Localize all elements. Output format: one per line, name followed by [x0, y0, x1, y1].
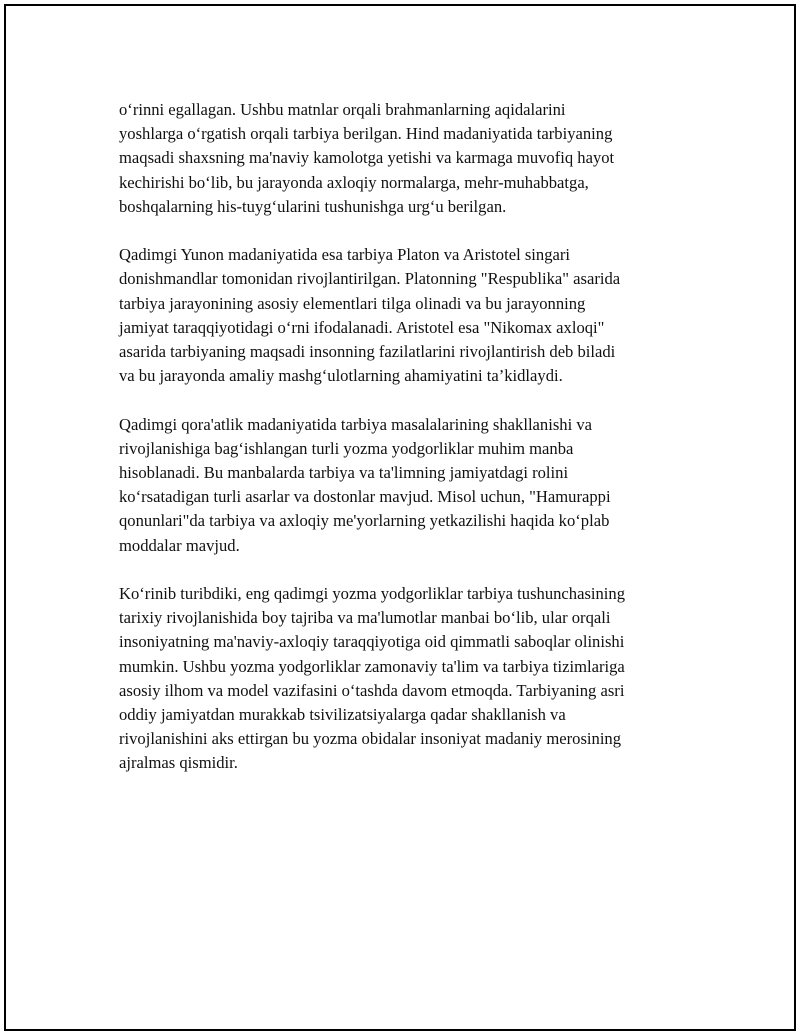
paragraph-4: Ko‘rinib turibdiki, eng qadimgi yozma yodgorliklar tarbiya tushunchasining tarixiy rivojlanishida boy tajriba va ma'lumotlar manbai bo‘lib, ular orqali insoniyatning ma'naviy-axloqiy taraqqiyotiga oid qimmatli saboqlar olinishi mumkin. Ushbu yozma yodgorliklar zamonaviy ta'lim va tarbiya tizimlariga asosiy ilhom va model vazifasini o‘tashda davom etmoqda. Tarbiyaning asri oddiy jamiyatdan murakkab tsivilizatsiyalarga qadar shakllanish va rivojlanishini aks ettirgan bu yozma obidalar insoniyat madaniy merosining ajralmas qismidir. [119, 584, 626, 773]
paragraph-1: o‘rinni egallagan. Ushbu matnlar orqali brahmanlarning aqidalarini yoshlarga o‘rgatish orqali tarbiya berilgan. Hind madaniyatida tarbiyaning maqsadi shaxsning ma'naviy kamolotga yetishi va karmaga muvofiq hayot kechirishi bo‘lib, bu jarayonda axloqiy normalarga, mehr-muhabbatga, boshqalarning his-tuyg‘ularini tushunishga urg‘u berilgan. [119, 100, 615, 216]
paragraph-3: Qadimgi qora'atlik madaniyatida tarbiya masalalarining shakllanishi va rivojlanishiga bag‘ishlangan turli yozma yodgorliklar muhim manba hisoblanadi. Bu manbalarda tarbiya va ta'limning jamiyatdagi rolini ko‘rsatadigan turli asarlar va dostonlar mavjud. Misol uchun, "Hamurappi qonunlari"da tarbiya va axloqiy me'yorlarning yetkazilishi haqida ko‘plab moddalar mavjud. [119, 414, 611, 555]
paragraph-2: Qadimgi Yunon madaniyatida esa tarbiya Platon va Aristotel singari donishmandlar tomonidan rivojlantirilgan. Platonning "Respublika" asarida tarbiya jarayonining asosiy elementlari tilga olinadi va bu jarayonning jamiyat taraqqiyotidagi o‘rni ifodalanadi. Aristotel esa "Nikomax axloqi" asarida tarbiyaning maqsadi insonning fazilatlarini rivojlantirish deb biladi va bu jarayonda amaliy mashg‘ulotlarning ahamiyatini ta’kidlaydi. [119, 245, 621, 386]
page-frame [4, 4, 796, 1031]
document-body [119, 98, 699, 800]
